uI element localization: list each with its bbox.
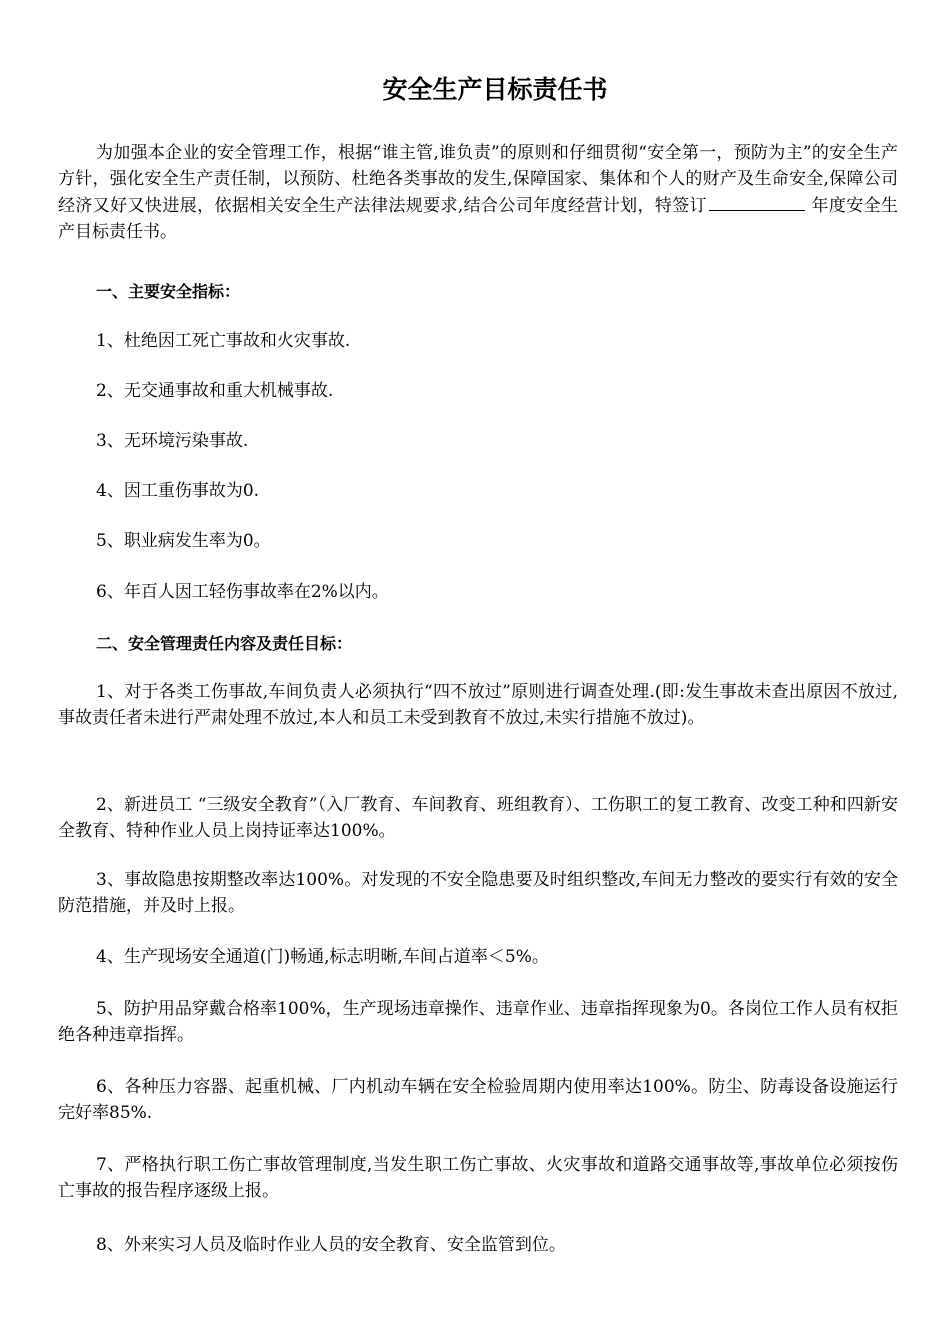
intro-text-end: 年度安全生产目标责任书。 (58, 196, 899, 242)
section1-item: 2、无交通事故和重大机械事故. (96, 381, 334, 401)
intro-paragraph (58, 140, 898, 245)
section2-item: 4、生产现场安全通道(门)畅通,标志明晰,车间占道率＜5%。 (96, 947, 549, 967)
section1-item: 6、年百人因工轻伤事故率在2%以内。 (96, 582, 389, 602)
section1-item: 4、因工重伤事故为0. (96, 481, 260, 501)
section2-item: 3、事故隐患按期整改率达100%。对发现的不安全隐患要及时组织整改,车间无力整改的要实行有效的安全防范措施，并及时上报。 (58, 870, 898, 916)
section2-item: 1、对于各类工伤事故,车间负责人必须执行“四不放过”原则进行调查处理.(即:发生事故未查出原因不放过,事故责任者未进行严肃处理不放过,本人和员工未受到教育不放过,未实行措施不放过)。 (58, 682, 898, 728)
section2-item: 5、防护用品穿戴合格率100%，生产现场违章操作、违章作业、违章指挥现象为0。各岗位工作人员有权拒绝各种违章指挥。 (58, 999, 898, 1045)
section1-item: 1、杜绝因工死亡事故和火灾事故. (96, 331, 351, 351)
section2-heading: 二、安全管理责任内容及责任目标： (96, 634, 353, 653)
section1-item: 3、无环境污染事故. (96, 431, 249, 451)
year-blank-line (709, 192, 805, 211)
section1-item: 5、职业病发生率为0。 (96, 531, 271, 551)
section2-item: 7、严格执行职工伤亡事故管理制度,当发生职工伤亡事故、火灾事故和道路交通事故等,事故单位必须按伤亡事故的报告程序逐级上报。 (58, 1155, 898, 1201)
section1-heading: 一、主要安全指标： (96, 282, 241, 301)
section2-item: 2、新进员工 “三级安全教育”（入厂教育、车间教育、班组教育）、工伤职工的复工教育、改变工种和四新安全教育、特种作业人员上岗持证率达100%。 (58, 795, 898, 841)
section2-item: 6、各种压力容器、起重机械、厂内机动车辆在安全检验周期内使用率达100%。防尘、防毒设备设施运行完好率85%. (58, 1077, 898, 1123)
intro-text: 为加强本企业的安全管理工作，根据“谁主管,谁负责”的原则和仔细贯彻“安全第一，预防为主”的安全生产方针，强化安全生产责任制，以预防、杜绝各类事故的发生,保障国家、集体和个人的财产及生命安全,保障公司经济又好又快进展，依据相关安全生产法律法规要求,结合公司年度经营计划，特签订 (58, 143, 898, 216)
document-title: 安全生产目标责任书 (382, 75, 608, 104)
section2-item: 8、外来实习人员及临时作业人员的安全教育、安全监管到位。 (96, 1235, 566, 1255)
